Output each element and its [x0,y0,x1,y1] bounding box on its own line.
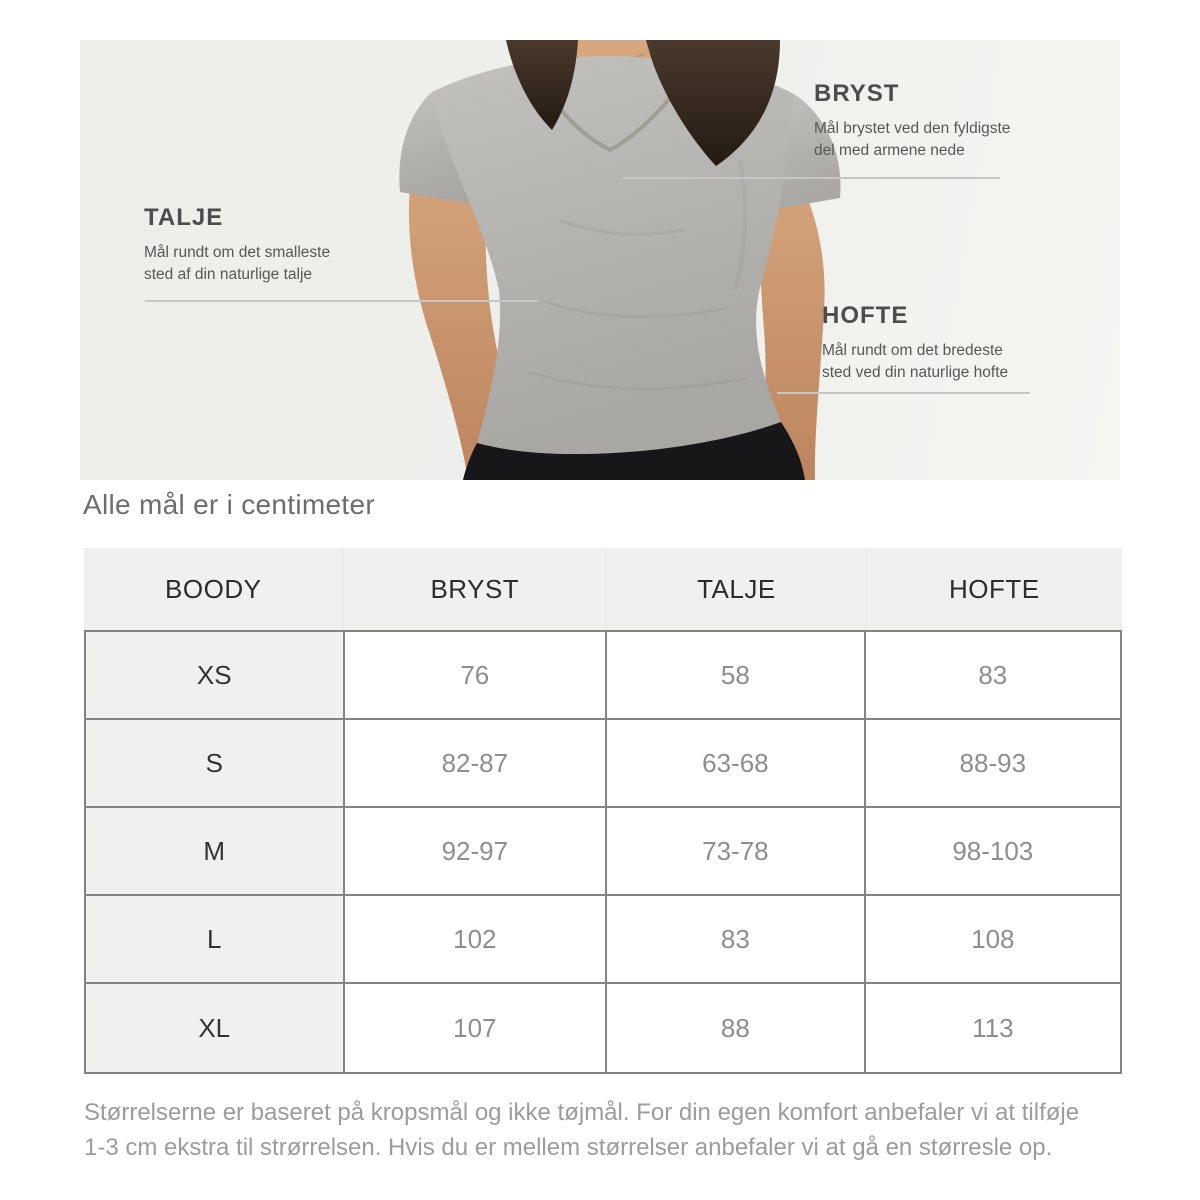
size-cell: S [86,720,345,808]
value-cell: 83 [866,632,1120,720]
header-boody: BOODY [84,548,344,630]
units-note: Alle mål er i centimeter [83,489,375,520]
disclaimer-line-1: Størrelserne er baseret på kropsmål og ikke tøjmål. For din egen komfort anbefaler vi at tilføje [84,1099,1080,1126]
table-body [84,630,1122,1074]
header-bryst: BRYST [344,548,608,630]
bryst-pointer-line [623,177,1000,179]
value-cell: 73-78 [607,808,866,896]
annotation-hofte [822,302,1022,384]
disclaimer-line-2: 1-3 cm ekstra til strørrelsen. Hvis du er mellem størrelser anbefaler vi at gå en størresle op. [84,1134,1053,1161]
value-cell: 113 [866,984,1120,1072]
value-cell: 88 [607,984,866,1072]
annotation-bryst [814,80,1034,162]
size-cell: XL [86,984,345,1072]
value-cell: 92-97 [345,808,608,896]
table-header-row [84,548,1122,630]
hofte-description: Mål rundt om det bredeste sted ved din naturlige hofte [822,342,1009,381]
value-cell: 107 [345,984,608,1072]
header-hofte: HOFTE [949,573,1040,604]
annotation-talje [144,204,344,286]
talje-title: TALJE [144,204,224,231]
bryst-description: Mål brystet ved den fyldigste del med armene nede [814,120,1011,159]
size-cell: XS [86,632,345,720]
talje-description: Mål rundt om det smalleste sted af din naturlige talje [144,244,331,283]
size-cell: L [86,896,345,984]
hofte-title: HOFTE [822,302,909,329]
size-cell: M [86,808,345,896]
value-cell: 58 [607,632,866,720]
value-cell: 76 [345,632,608,720]
value-cell: 108 [866,896,1120,984]
value-cell: 98-103 [866,808,1120,896]
bryst-title: BRYST [814,80,900,107]
hofte-pointer-line [777,392,1030,394]
value-cell: 83 [607,896,866,984]
sizing-disclaimer [84,1095,1154,1165]
header-talje: TALJE [607,548,867,630]
talje-pointer-line [145,300,538,302]
size-table [84,548,1122,1074]
measurement-diagram-panel [80,40,1120,480]
value-cell: 102 [345,896,608,984]
value-cell: 88-93 [866,720,1120,808]
value-cell: 63-68 [607,720,866,808]
value-cell: 82-87 [345,720,608,808]
